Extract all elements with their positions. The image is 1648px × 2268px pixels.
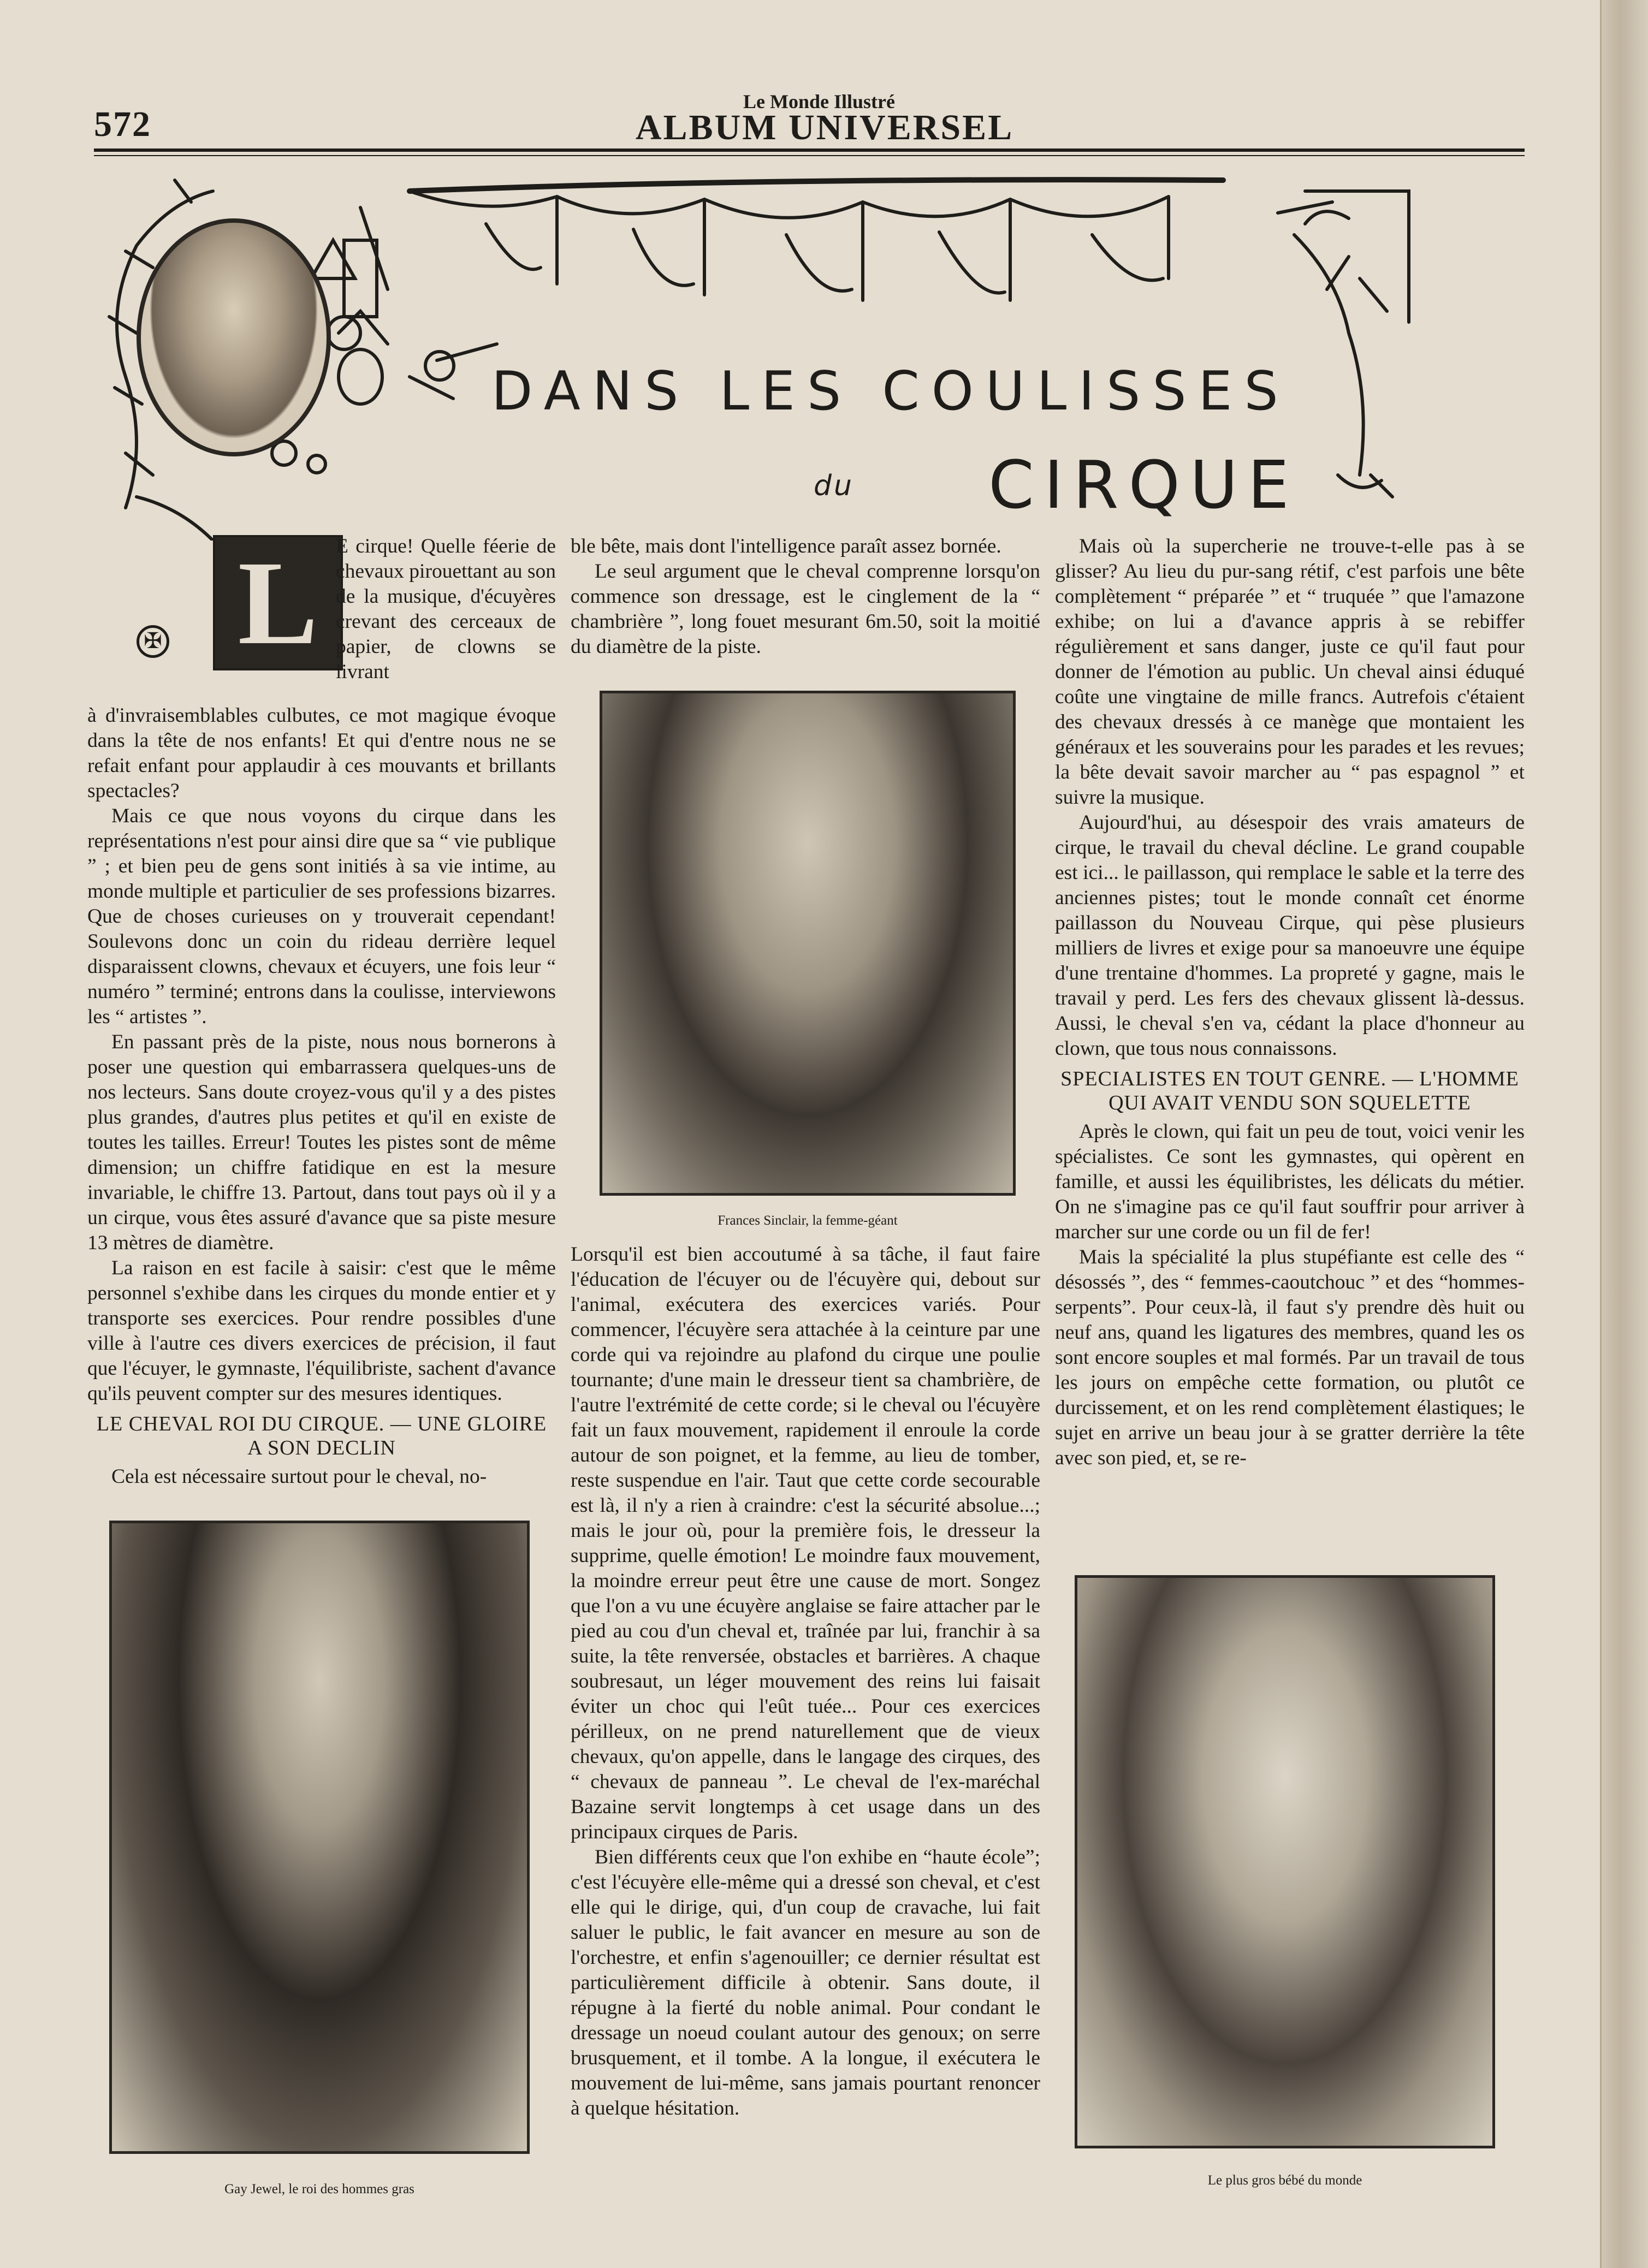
- paragraph: ble bête, mais dont l'intelligence paraît assez bornée.: [571, 535, 1001, 557]
- page-spine: [1600, 0, 1648, 2268]
- paragraph: Lorsqu'il est bien accoutumé à sa tâche, il faut faire l'éducation de l'écuyer ou de l'écuyère qui, debout sur l'animal, exécutera des exercices variés. Pour commencer, l'écuyère sera attachée à la ceinture par une corde qui va rejoindre au plafond du cirque une poulie tournante; d'une main le dresseur tient sa chambrière, de l'autre l'extrémité de cette corde; si le cheval ou l'écuyère fait un faux mouvement, rapidement il enroule la corde autour de son poignet, et la femme, au lieu de tomber, reste suspendue en l'air. Taut que cette corde secourable est là, il n'y a rien à craindre: c'est la sécurité absolue...; mais le jour où, pour la première fois, le dresseur la supprime, quelle émotion! Le moindre faux mouvement, la moindre erreur peut être une cause de mort. Songez que l'on a vu une écuyère anglaise se faire attacher par le pied au cou d'un cheval et, traînée par lui, franchir à sa suite, la tête renversée, obstacles et barrières. A chaque soubresaut, un léger mouvement des reins lui faisait éviter un choc qui l'eût tuée... Pour ces exercices périlleux, on ne prend naturellement que de vieux chevaux, qu'on appelle, dans le langage des cirques, des “ chevaux de panneau ”. Le cheval de l'ex-maréchal Bazaine servit longtemps à cet usage dans un des principaux cirques de Paris.: [571, 1243, 1040, 1843]
- header-rule: [94, 149, 1525, 152]
- section-heading: LE CHEVAL ROI DU CIRQUE. — UNE GLOIRE A SON DECLIN: [96, 1412, 547, 1459]
- paragraph: Mais ce que nous voyons du cirque dans les représentations n'est pour ainsi dire que sa “ vie publique ” ; et bien peu de gens sont initiés à sa vie intime, au monde multiple et particulier de ses professions bizarres. Que de choses curieuses on y trouverait cependant! Soulevons donc un coin du rideau derrière lequel disparaissent clowns, chevaux et écuyers, une fois leur “ numéro ” terminé; entrons dans la coulisse, interviewons les “ artistes ”.: [87, 805, 556, 1028]
- column-2-top: [571, 534, 1040, 660]
- column-2-bottom: [571, 1242, 1040, 2121]
- portrait-photo: [137, 218, 331, 456]
- banner-title-du: du: [814, 470, 854, 502]
- header-rule-thin: [94, 155, 1525, 156]
- photo-gay-jewel: [109, 1521, 530, 2154]
- column-1: [87, 703, 556, 1489]
- dropcap-letter: L: [213, 535, 343, 670]
- paragraph: à d'invraisemblables culbutes, ce mot magique évoque dans la tête de nos enfants! Et qui d'entre nous ne se refait enfant pour applaudir à ces mouvants et brillants spectacles?: [87, 704, 556, 802]
- column-3: [1055, 534, 1525, 1471]
- ornament-icon: ✠: [137, 625, 169, 658]
- paragraph: La raison en est facile à saisir: c'est que le même personnel s'exhibe dans les cirques du monde entier et y transporte ses exercices. Pour rendre possibles d'une ville à l'autre ces divers exercices de précision, il faut que l'écuyer, le gymnaste, l'équilibriste, sachent d'avance qu'ils peuvent compter sur des mesures identiques.: [87, 1257, 556, 1405]
- paragraph: Bien différents ceux que l'on exhibe en “haute école”; c'est l'écuyère elle-même qui a dressé son cheval, et c'est elle qui le dirige, qui, d'un coup de cravache, lui fait saluer le public, le fait avancer en mesure au son de l'orchestre, et enfin s'agenouiller; ce dernier résultat est particulièrement difficile à obtenir. Sans doute, il répugne à la fierté du noble animal. Pour condant le dressage un noeud coulant autour des genoux; on serre brusquement, et il tombe. A la longue, il exécutera le mouvement de lui-même, sans jamais pourtant renoncer à quelque hésitation.: [571, 1846, 1040, 2119]
- masthead-small-title: Le Monde Illustré: [743, 91, 895, 112]
- dropcap-block: [87, 535, 349, 682]
- paragraph: Après le clown, qui fait un peu de tout, voici venir les spécialistes. Ce sont les gymnastes, qui opèrent en famille, et aussi les équilibristes, les délicats du métier. On ne s'imagine pas ce qu'il faut souffrir pour arriver à marcher sur une corde ou un fil de fer!: [1055, 1120, 1525, 1243]
- paragraph: Mais la spécialité la plus stupéfiante est celle des “ désossés ”, des “ femmes-caoutchouc ” et des “hommes-serpents”. Pour ceux-là, il faut s'y prendre dès huit ou neuf ans, quand les ligatures des membres, quand les os sont encore souples et mal formés. Par un travail de tous les jours on empêche cette formation, ou plutôt ce durcissement, et on les rend complètement élastiques; le sujet en arrive un beau jour à se gratter derrière la tête avec son pied, et, se re-: [1055, 1246, 1525, 1469]
- masthead-title: ALBUM UNIVERSEL: [635, 108, 1014, 147]
- paragraph: Cela est nécessaire surtout pour le cheval, no-: [111, 1465, 487, 1488]
- lead-text: E cirque! Quelle féerie de chevaux pirouettant au son de la musique, d'écuyères crevant des cerceaux de papier, de clowns se livrant: [336, 535, 556, 683]
- photo-frances-sinclair: [600, 691, 1016, 1196]
- banner-title-line2: CIRQUE: [988, 448, 1299, 524]
- page-number: 572: [94, 104, 151, 144]
- photo-caption: Frances Sinclair, la femme-géant: [718, 1213, 898, 1228]
- banner-title-line1: DANS LES COULISSES: [491, 360, 1290, 423]
- paragraph: Le seul argument que le cheval comprenne lorsqu'on commence son dressage, est le cinglement de la “ chambrière ”, long fouet mesurant 6m.50, soit la moitié du diamètre de la piste.: [571, 560, 1040, 658]
- paragraph: Aujourd'hui, au désespoir des vrais amateurs de cirque, le travail du cheval décline. Le grand coupable est ici... le paillasson, qui remplace le sable et la terre des anciennes pistes; tout le monde connaît cet énorme paillasson du Nouveau Cirque, qui pèse plusieurs milliers de livres et exige pour sa manoeuvre une équipe d'une trentaine d'hommes. La propreté y gagne, mais le travail y perd. Les fers des chevaux glissent là-dessus. Aussi, le cheval s'en va, cédant la place d'honneur au clown, que tous nous connaissons.: [1055, 811, 1525, 1060]
- paragraph: En passant près de la piste, nous nous bornerons à poser une question qui embarrassera quelques-uns de nos lecteurs. Sans doute croyez-vous qu'il y a des pistes plus grandes, d'autres plus petites et qu'il en existe de toutes les tailles. Erreur! Toutes les pistes sont de même dimension; un chiffre fatidique en est la mesure invariable, le chiffre 13. Partout, dans tout pays où il y a un cirque, vous êtes assuré d'avance que sa piste mesure 13 mètres de diamètre.: [87, 1031, 556, 1254]
- photo-biggest-baby: [1075, 1575, 1495, 2148]
- section-heading: SPECIALISTES EN TOUT GENRE. — L'HOMME QUI AVAIT VENDU SON SQUELETTE: [1060, 1067, 1519, 1114]
- paragraph: Mais où la supercherie ne trouve-t-elle pas à se glisser? Au lieu du pur-sang rétif, c'est parfois une bête complètement “ préparée ” et “ truquée ” que l'amazone exhibe; on lui a d'avance appris à se rebiffer régulièrement et sans danger, juste ce qu'il faut pour donner de l'émotion au public. Un cheval ainsi éduqué coûte une vingtaine de mille francs. Autrefois c'étaient des chevaux dressés à ce manège que montaient les généraux et les souverains pour les parades et les revues; la bête devait savoir marcher au “ pas espagnol ” et suivre la musique.: [1055, 535, 1525, 809]
- photo-caption: Gay Jewel, le roi des hommes gras: [224, 2182, 414, 2196]
- photo-caption: Le plus gros bébé du monde: [1207, 2173, 1362, 2188]
